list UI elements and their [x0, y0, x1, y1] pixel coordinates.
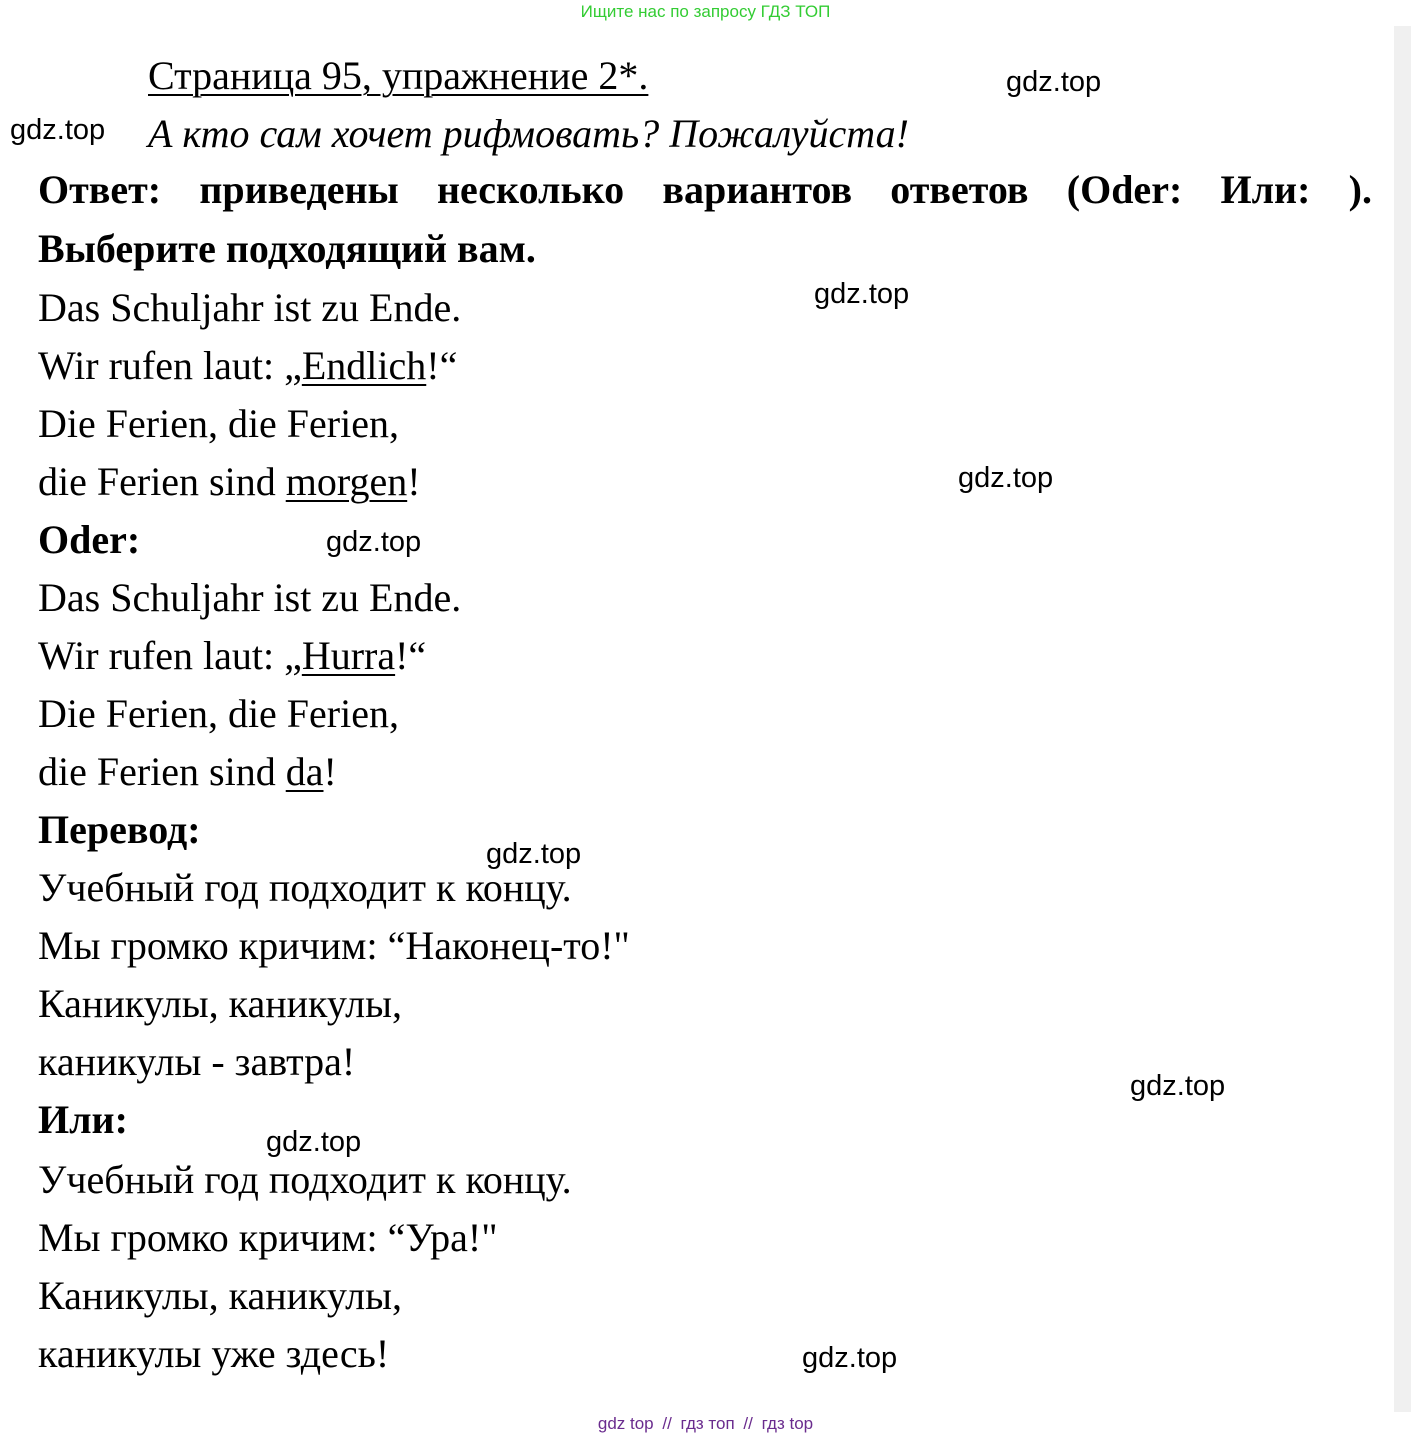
russian1-line1: Учебный год подходит к концу. [38, 865, 572, 910]
scrollbar-track[interactable] [1394, 26, 1411, 1412]
ili-heading: Или: [38, 1097, 128, 1142]
rhyme-word: da [285, 749, 324, 794]
watermark: gdz.top [1130, 1070, 1226, 1102]
russian2-line1: Учебный год подходит к концу. [38, 1157, 572, 1202]
exercise-subtitle: А кто сам хочет рифмовать? Пожалуйста! [148, 111, 909, 156]
watermark: gdz.top [10, 114, 106, 146]
footer-separator: // [743, 1414, 753, 1433]
german1-line2: Wir rufen laut: „Endlich!“ [38, 343, 458, 388]
russian2-line3: Каникулы, каникулы, [38, 1273, 403, 1318]
oder-heading: Oder: [38, 517, 141, 562]
watermark: gdz.top [802, 1342, 898, 1374]
watermark: gdz.top [266, 1126, 362, 1158]
watermark: gdz.top [958, 462, 1054, 494]
footer-link[interactable]: гдз топ [680, 1414, 735, 1433]
rhyme-word: Endlich [301, 343, 427, 388]
german2-line4: die Ferien sind da! [38, 749, 337, 794]
german1-line4: die Ferien sind morgen! [38, 459, 421, 504]
german2-line3: Die Ferien, die Ferien, [38, 691, 399, 736]
rhyme-word: morgen [285, 459, 408, 504]
watermark: gdz.top [1006, 66, 1102, 98]
translation-heading: Перевод: [38, 807, 201, 852]
german2-line1: Das Schuljahr ist zu Ende. [38, 575, 462, 620]
answer-heading: Ответ: приведены несколько вариантов ответов (Oder: Или: ). [38, 167, 1372, 212]
top-banner[interactable]: Ищите нас по запросу ГДЗ ТОП [580, 2, 831, 21]
watermark: gdz.top [486, 838, 582, 870]
watermark: gdz.top [814, 278, 910, 310]
german1-line3: Die Ferien, die Ferien, [38, 401, 399, 446]
footer-link[interactable]: gdz top [597, 1414, 654, 1433]
watermark: gdz.top [326, 526, 422, 558]
rhyme-word: Hurra [301, 633, 396, 678]
footer-link[interactable]: гдз top [761, 1414, 814, 1433]
russian1-line4: каникулы - завтра! [38, 1039, 356, 1084]
footer-separator: // [662, 1414, 672, 1433]
russian1-line3: Каникулы, каникулы, [38, 981, 403, 1026]
footer-links [0, 1414, 1411, 1434]
russian2-line4: каникулы уже здесь! [38, 1331, 390, 1376]
answer-heading-line2: Выберите подходящий вам. [38, 226, 536, 271]
page-title: Страница 95, упражнение 2*. [148, 53, 649, 98]
russian1-line2: Мы громко кричим: “Наконец-то!" [38, 923, 630, 968]
russian2-line2: Мы громко кричим: “Ура!" [38, 1215, 498, 1260]
german2-line2: Wir rufen laut: „Hurra!“ [38, 633, 427, 678]
german1-line1: Das Schuljahr ist zu Ende. [38, 285, 462, 330]
